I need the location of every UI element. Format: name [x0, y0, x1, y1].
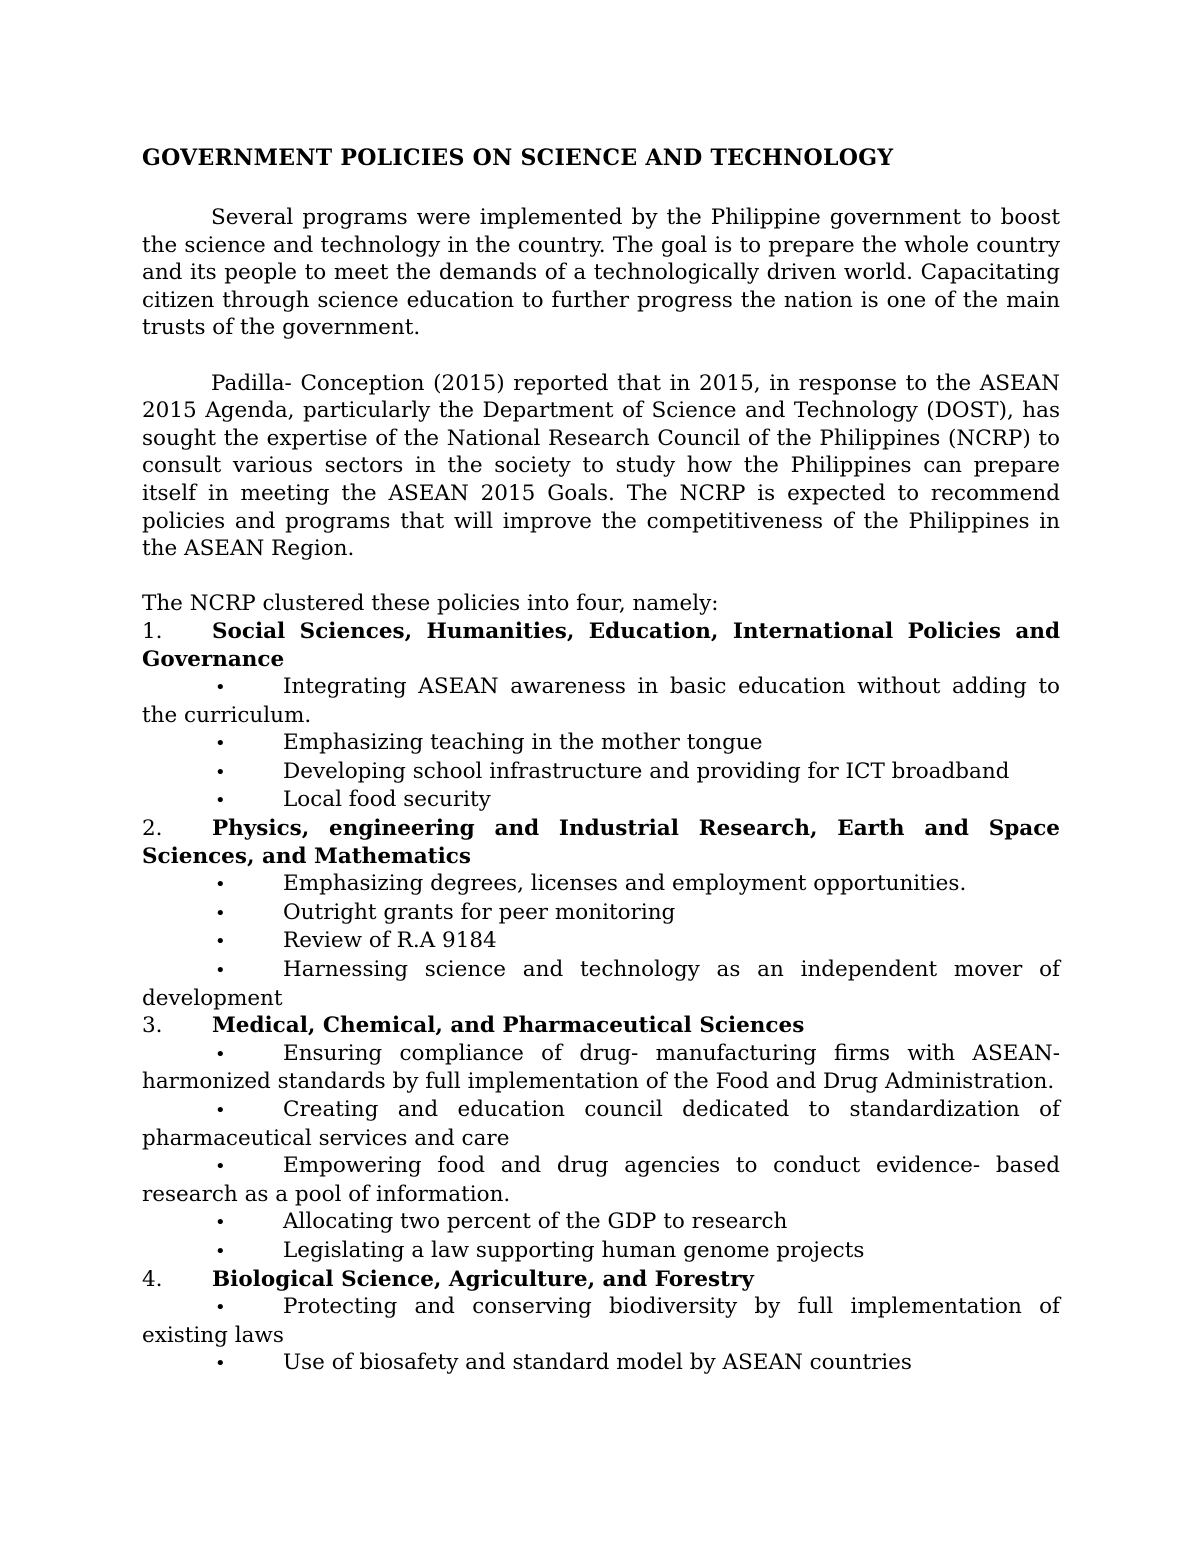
list-item [142, 786, 1060, 815]
list-item [142, 1040, 1060, 1096]
bullet-icon: • [215, 761, 226, 783]
section-title: Social Sciences, Humanities, Education, International Policies and Governance [142, 618, 1060, 672]
list-item [142, 1096, 1060, 1152]
paragraph-1: Several programs were implemented by the Philippine government to boost the science and technology in the country. The goal is to prepare the whole country and its people to meet the demands of a technologically driven world. Capacitating citizen through science education to further progress the nation is one of the main trusts of the government. [142, 205, 1060, 341]
bullet-icon: • [215, 1100, 226, 1121]
document-page [142, 140, 1060, 1378]
bullet-icon: • [215, 1297, 226, 1319]
policy-section [142, 815, 1060, 1012]
list-item-text: Protecting and conserving biodiversity by full implementation of existing laws [142, 1294, 1060, 1348]
document-title: GOVERNMENT POLICIES ON SCIENCE AND TECHNOLOGY [142, 145, 894, 171]
list-item-text: Creating and education council dedicated to standardization of pharmaceutical services and care [142, 1097, 1060, 1151]
section-number: 2. [142, 816, 163, 842]
bullet-icon: • [215, 902, 226, 924]
list-item [142, 1237, 1060, 1266]
list-item-text: Local food security [283, 787, 491, 813]
list-item-text: Integrating ASEAN awareness in basic education without adding to the curriculum. [142, 674, 1060, 728]
paragraph-2: Padilla- Conception (2015) reported that in 2015, in response to the ASEAN 2015 Agenda, particularly the Department of Science and Technology (DOST), has sought the expertise of the National Research Council of the Philippines (NCRP) to consult various sectors in the society to study how the Philippines can prepare itself in meeting the ASEAN 2015 Goals. The NCRP is expected to recommend policies and programs that will improve the competitiveness of the Philippines in the ASEAN Region. [142, 370, 1060, 562]
list-item-text: Allocating two percent of the GDP to research [283, 1209, 788, 1235]
list-item-text: Use of biosafety and standard model by ASEAN countries [283, 1350, 912, 1376]
bullet-icon: • [215, 790, 226, 812]
list-intro: The NCRP clustered these policies into four, namely: [142, 591, 719, 617]
bullet-icon: • [215, 677, 226, 699]
list-item-text: Legislating a law supporting human genome projects [283, 1237, 865, 1263]
list-item [142, 1293, 1060, 1349]
list-item-text: Emphasizing degrees, licenses and employment opportunities. [283, 871, 967, 897]
policy-section [142, 1266, 1060, 1378]
bullet-icon: • [215, 931, 226, 953]
list-item [142, 899, 1060, 928]
policy-section [142, 618, 1060, 815]
list-item [142, 1349, 1060, 1378]
list-item [142, 870, 1060, 899]
section-heading [142, 618, 1060, 673]
list-item-text: Ensuring compliance of drug- manufacturing firms with ASEAN- harmonized standards by full implementation of the Food and Drug Administration. [142, 1040, 1060, 1095]
section-number: 4. [142, 1266, 163, 1292]
list-item [142, 758, 1060, 787]
list-item-text: Empowering food and drug agencies to conduct evidence- based research as a pool of information. [142, 1153, 1060, 1207]
list-item-text: Review of R.A 9184 [283, 928, 497, 954]
section-title: Biological Science, Agriculture, and Forestry [212, 1266, 754, 1292]
section-heading [142, 815, 1060, 870]
list-item [142, 1152, 1060, 1208]
bullet-icon: • [215, 1353, 226, 1375]
list-item-text: Developing school infrastructure and providing for ICT broadband [283, 758, 1010, 784]
section-heading [142, 1012, 1060, 1040]
list-item [142, 673, 1060, 729]
bullet-icon: • [215, 1212, 226, 1234]
list-item-text: Outright grants for peer monitoring [283, 899, 676, 925]
bullet-icon: • [215, 1240, 226, 1262]
section-heading [142, 1266, 1060, 1294]
bullet-icon: • [215, 1043, 226, 1065]
bullet-icon: • [215, 960, 226, 982]
list-item-text: Harnessing science and technology as an independent mover of development [142, 957, 1060, 1011]
section-title: Medical, Chemical, and Pharmaceutical Sciences [212, 1013, 805, 1039]
policy-section [142, 1012, 1060, 1265]
list-item [142, 956, 1060, 1012]
list-item-text: Emphasizing teaching in the mother tongue [283, 730, 763, 756]
bullet-icon: • [215, 874, 226, 896]
list-item [142, 927, 1060, 956]
bullet-icon: • [215, 1156, 226, 1178]
bullet-icon: • [215, 733, 226, 755]
list-item [142, 1208, 1060, 1237]
section-number: 3. [142, 1013, 163, 1039]
section-title: Physics, engineering and Industrial Research, Earth and Space Sciences, and Mathematics [142, 816, 1060, 869]
list-item [142, 729, 1060, 758]
section-number: 1. [142, 618, 163, 644]
